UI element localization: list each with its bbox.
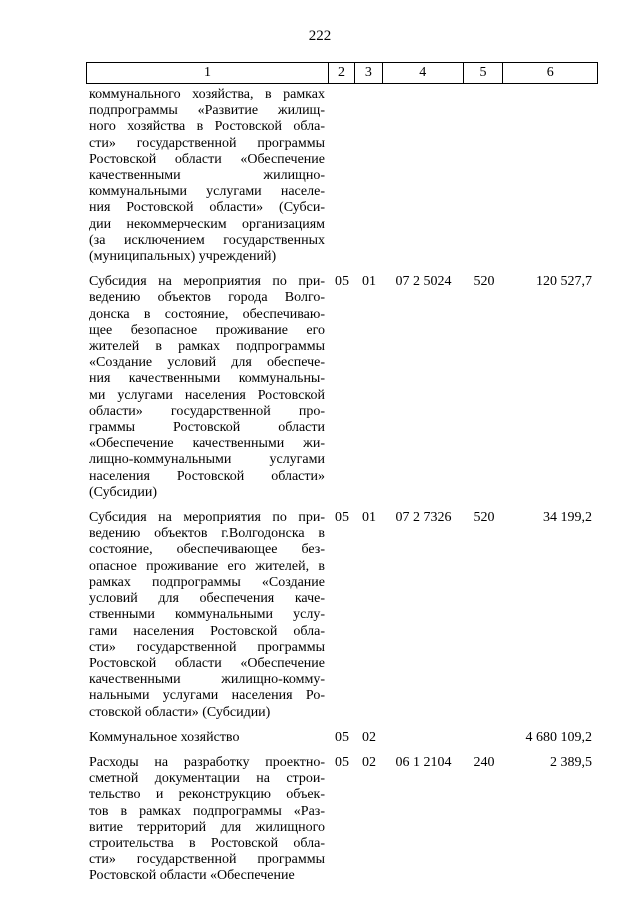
table-row [86,510,598,721]
description-line: (муниципальных) учреждений) [89,249,277,265]
expense-type-code: 520 [473,510,495,526]
description-line: Ростовской области «Обеспечение [89,868,295,884]
section-code: 05 [335,274,349,290]
description-line: гами населения Ростовской обла- [89,623,325,639]
description-line: лищно-коммунальными услугами [89,452,325,468]
table-header [86,62,598,84]
description-line: Расходы на разработку проектно- [89,754,325,770]
description-line: ми услугами населения Ростовской [89,387,325,403]
description-line: строительства в Ростовской обла- [89,835,325,851]
row-description [86,274,329,501]
amount: 4 680 109,2 [525,729,592,745]
amount: 2 389,5 [550,754,592,770]
description-line: ния качественными коммунальны- [89,371,325,387]
table-body [86,87,598,885]
description-line: «Обеспечение качественными жи- [89,436,325,452]
description-line: ведению объектов города Волго- [89,290,325,306]
target-article-code: 07 2 5024 [395,274,452,290]
row-description [86,730,329,746]
expense-type-code: 240 [473,754,495,770]
expense-type-code: 520 [473,274,495,290]
description-line: подпрограммы «Развитие жилищ- [89,103,325,119]
description-line: ведению объектов г.Волгодонска в [89,526,325,542]
description-line: рамках подпрограммы «Создание [89,574,325,590]
description-line: ственными коммунальными услу- [89,607,325,623]
header-col-3: 3 [355,63,383,83]
description-line: щее безопасное проживание его [89,322,325,338]
description-line: тов в рамках подпрограммы «Раз- [89,803,325,819]
section-code: 05 [335,754,349,770]
target-article-code [383,87,464,265]
description-line: граммы Ростовской области [89,420,325,436]
subsection-code: 01 [362,510,376,526]
description-line: жителей в рамках подпрограммы [89,339,325,355]
description-line: дии некоммерческим организациям [89,216,325,232]
description-line: тельство и реконструкцию объек- [89,787,325,803]
subsection-code: 02 [362,729,376,745]
description-line: Ростовской области «Обеспечение [89,655,325,671]
section-code [329,87,355,265]
subsection-code: 01 [362,274,376,290]
budget-table [86,62,598,885]
description-line: нальными услугами населения Ро- [89,688,325,704]
description-line: состояние, обеспечивающее без- [89,542,325,558]
description-line: Субсидия на мероприятия по при- [89,274,325,290]
description-line: (Субсидии) [89,484,158,500]
header-col-1: 1 [87,63,329,83]
description-line: ния Ростовской области» (Субси- [89,200,325,216]
description-line: сти» государственной программы [89,852,325,868]
description-line: Субсидия на мероприятия по при- [89,510,325,526]
expense-type-code [464,730,504,746]
table-row [86,87,598,265]
amount [504,87,598,265]
table-row [86,755,598,885]
description-line: опасное проживание его жителей, в [89,558,325,574]
target-article-code [383,730,464,746]
description-line: Ростовской области «Обеспечение [89,151,325,167]
subsection-code [355,87,383,265]
row-description [86,87,329,265]
description-line: витие территорий для жилищного [89,819,325,835]
target-article-code: 06 1 2104 [395,754,452,770]
description-line: стовской области» (Субсидии) [89,704,271,720]
amount: 34 199,2 [543,510,592,526]
header-col-5: 5 [464,63,504,83]
table-row [86,730,598,746]
description-line: качественными жилищно-комму- [89,672,325,688]
description-line: (за исключением государственных [89,232,325,248]
description-line: коммунальными услугами населе- [89,184,325,200]
description-line: ного хозяйства в Ростовской обла- [89,119,325,135]
description-line: области» государственной про- [89,403,325,419]
subsection-code: 02 [362,754,376,770]
description-line: «Создание условий для обеспече- [89,355,325,371]
section-code: 05 [335,510,349,526]
header-col-4: 4 [383,63,464,83]
description-line: сти» государственной программы [89,135,325,151]
description-line: сметной документации на строи- [89,771,325,787]
section-code: 05 [335,729,349,745]
amount: 120 527,7 [536,274,592,290]
description-line: донска в состояние, обеспечиваю- [89,306,325,322]
expense-type-code [464,87,504,265]
description-line: сти» государственной программы [89,639,325,655]
header-col-6: 6 [546,65,554,80]
target-article-code: 07 2 7326 [395,510,452,526]
description-line: Коммунальное хозяйство [89,729,240,745]
description-line: условий для обеспечения каче- [89,591,325,607]
description-line: качественными жилищно- [89,168,325,184]
description-line: коммунального хозяйства, в рамках [89,87,325,102]
page-number: 222 [308,28,332,44]
row-description [86,755,329,885]
header-col-2: 2 [329,63,355,83]
description-line: населения Ростовской области» [89,468,325,484]
table-row [86,274,598,501]
row-description [86,510,329,721]
